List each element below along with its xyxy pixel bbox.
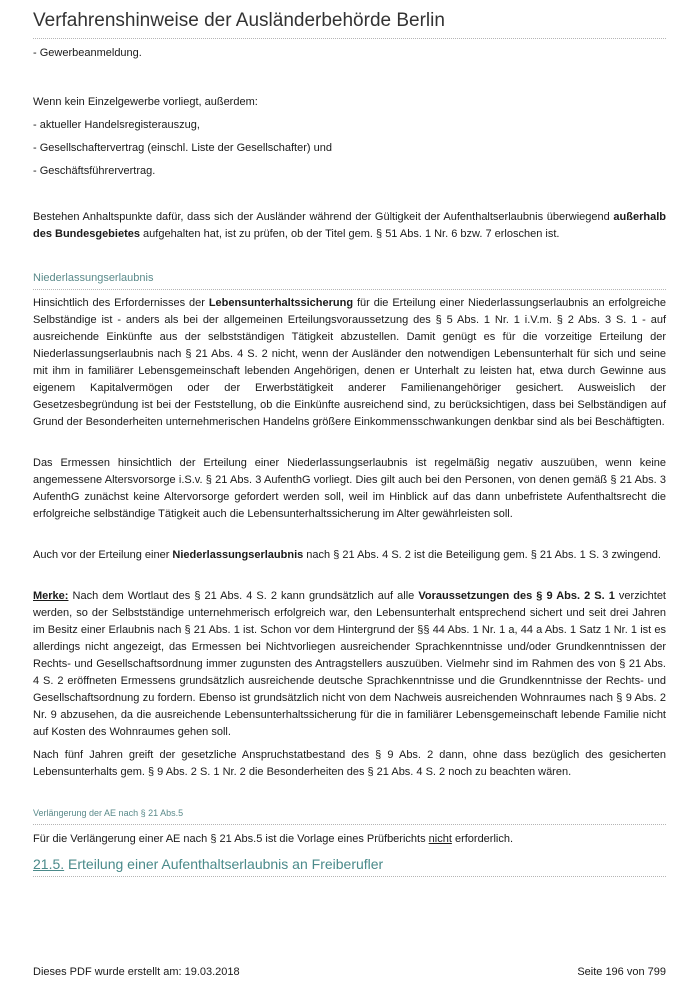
header-title: Verfahrenshinweise der Ausländerbehörde Berlin: [33, 10, 445, 31]
footer-created: Dieses PDF wurde erstellt am: 19.03.2018: [33, 966, 240, 978]
intro-text: Wenn kein Einzelgewerbe vorliegt, außerdem:: [33, 96, 258, 108]
paragraph-lebensunterhalt: Hinsichtlich des Erfordernisses der Lebensunterhaltssicherung für die Erteilung einer Niederlassungserlaubnis an erfolgreiche Selbständige ist - anders als bei der allgemeinen Erteilungsvoraussetzung des § 5 Abs. 1 Nr. 1 i.V.m. § 2 Abs. 3 S. 1 - auf ausreichende Einkünfte aus der selbstständigen Tätigkeit abzustellen. Damit genügt es für die vorzeitige Erteilung der Niederlassungserlaubnis nach § 21 Abs. 4 S. 2 nicht, wenn der Ausländer den notwendigen Lebensunterhalt für sich und seine mit ihm in familiärer Lebensgemeinschaft lebenden Angehörigen, denen er Unterhalt zu leisten hat, etwa durch Gewinne aus eigenem Kapitalvermögen oder der Erwerbstätigkeit anderer Familienangehöriger gesichert. Ausweislich der Gesetzesbegründung ist bei der Feststellung, ob die Einkünfte ausreichend sind, zu berücksichtigen, dass bei Selbständigen auf Grund der Besonderheiten unternehmerischen Handelns größere Einkommensschwankungen denkbar sind als bei Beschäftigten.: [33, 297, 666, 428]
document-body: [33, 45, 666, 877]
merke-label: Merke:: [33, 590, 69, 602]
page-footer: [33, 966, 666, 978]
section-heading-verlaengerung: Verlängerung der AE nach § 21 Abs.5: [33, 805, 666, 825]
section-heading-niederlassungserlaubnis: Niederlassungserlaubnis: [33, 270, 666, 290]
list-item: - Gewerbeanmeldung.: [33, 47, 142, 59]
paragraph-ermessen: Das Ermessen hinsichtlich der Erteilung einer Niederlassungserlaubnis ist regelmäßig negativ auszuüben, wenn keine angemessene Altersvorsorge i.S.v. § 21 Abs. 3 AufenthG vorliegt. Dies gilt auch bei den Personen, von denen gemäß § 21 Abs. 3 AufenthG zunächst keine Altervorsorge gefordert werden soll, weil im Hinblick auf das dann unbefristete Aufenthaltsrecht die erfolgreiche selbständige Tätigkeit auch die Lebensunterhaltssicherung im Alter gewährleisten soll.: [33, 457, 666, 520]
paragraph-beteiligung: Auch vor der Erteilung einer Niederlassungserlaubnis nach § 21 Abs. 4 S. 2 ist die Beteiligung gem. § 21 Abs. 1 S. 3 zwingend.: [33, 549, 661, 561]
footer-page-number: Seite 196 von 799: [577, 966, 666, 978]
section-heading-21-5: 21.5. Erteilung einer Aufenthaltserlaubnis an Freiberufler: [33, 856, 666, 877]
paragraph-abroad: Bestehen Anhaltspunkte dafür, dass sich der Ausländer während der Gültigkeit der Aufenthaltserlaubnis überwiegend außerhalb des Bundesgebietes aufgehalten hat, ist zu prüfen, ob der Titel gem. § 51 Abs. 1 Nr. 6 bzw. 7 erloschen ist.: [33, 211, 666, 240]
paragraph-verlaengerung: Für die Verlängerung einer AE nach § 21 Abs.5 ist die Vorlage eines Prüfberichts nicht erforderlich.: [33, 833, 514, 845]
paragraph-merke: Merke: Nach dem Wortlaut des § 21 Abs. 4 S. 2 kann grundsätzlich auf alle Voraussetzungen des § 9 Abs. 2 S. 1 verzichtet werden, so der Selbstständige unternehmerisch erfolgreich war, den Lebensunterhalt entsprechend sichert und seit drei Jahren im Besitz einer Erlaubnis nach § 21 Abs. 1 ist. Schon vor dem Hintergrund der §§ 44 Abs. 1 Nr. 1 a, 44 a Abs. 1 Satz 1 Nr. 1 ist es allerdings nicht angezeigt, das Ermessen bei Nichtvorliegen ausreichender Sprachkenntnisse und/oder Grundkenntnissen der Rechts- und Gesellschaftsordnung immer zugunsten des Antragstellers auszuüben. Vielmehr sind im Rahmen des von § 21 Abs. 4 S. 2 eröffneten Ermessens grundsätzlich ausreichende deutsche Sprachkenntnisse und die Grundkenntnisse der Rechts- und Gesellschaftsordnung zu fordern. Ebenso ist grundsätzlich nicht von dem Nachweis ausreichenden Wohnraumes nach § 9 Abs. 2 Nr. 9 abzusehen, da die ausreichende Lebensunterhaltssicherung für die in familiärer Lebensgemeinschaft lebende Familie nicht auf Kosten des Wohnraumes gehen soll.: [33, 590, 666, 738]
list-item: - aktueller Handelsregisterauszug,: [33, 119, 200, 131]
list-item: - Geschäftsführervertrag.: [33, 165, 156, 177]
list-item: - Gesellschaftervertrag (einschl. Liste der Gesellschafter) und: [33, 142, 332, 154]
paragraph-fuenf-jahre: Nach fünf Jahren greift der gesetzliche Anspruchstatbestand des § 9 Abs. 2 dann, ohne dass bezüglich des gesicherten Lebensunterhalts gem. § 9 Abs. 2 S. 1 Nr. 2 die Besonderheiten des § 21 Abs. 4 S. 2 noch zu beachten wären.: [33, 749, 666, 778]
page-header: [33, 10, 666, 39]
section-number-link[interactable]: 21.5.: [33, 856, 65, 872]
